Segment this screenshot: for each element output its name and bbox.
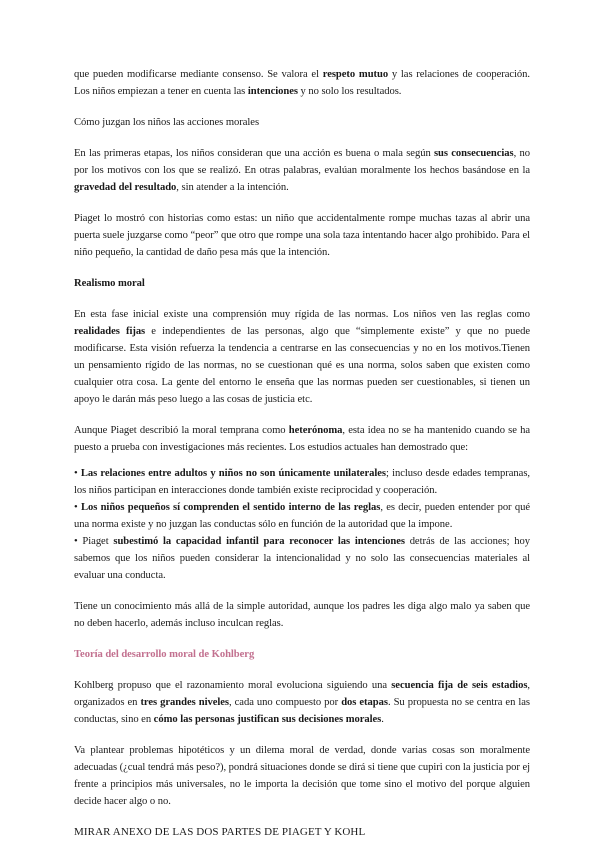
section-heading-moral-realism: Realismo moral <box>74 278 145 289</box>
list-item: • Los niños pequeños sí comprenden el sentido interno de las reglas, es decir, pueden entender por qué una norma existe y no juzgan las conductas sólo en función de la autoridad que la impone. <box>74 502 530 530</box>
paragraph-moral-autonomous: que pueden modificarse mediante consenso. Se valora el respeto mutuo y las relaciones de cooperación. Los niños empiezan a tener en cuenta las intenciones y no solo los resultados. <box>74 69 530 97</box>
paragraph-knowledge-authority: Tiene un conocimiento más allá de la simple autoridad, aunque los padres les diga algo malo ya saben que no deben hacerlo, además incluso inculcan reglas. <box>74 601 530 629</box>
section-heading-judgement: Cómo juzgan los niños las acciones morales <box>74 117 260 128</box>
paragraph-dilemmas: Va plantear problemas hipotéticos y un dilema moral de verdad, donde varias cosas son moralmente adecuadas (¿cual tendrá más peso?), pondrá situaciones donde se dirá si tiene que cupiri con la justicia por ej frente a principios más universales, no le importa la decisión que tome sino el motivo del porque alguien decide hacer algo o no. <box>74 745 530 807</box>
list-item: • Piaget subestimó la capacidad infantil para reconocer las intenciones detrás de las acciones; hoy sabemos que los niños pueden considerar la intencionalidad y no solo las consecuencias materiales al evaluar una conducta. <box>74 536 530 581</box>
list-item: • Las relaciones entre adultos y niños no son únicamente unilaterales; incluso desde edades tempranas, los niños participan en interacciones donde también existe reciprocidad y cooperación. <box>74 468 530 496</box>
section-heading-kohlberg: Teoría del desarrollo moral de Kohlberg <box>74 649 255 660</box>
bullet-list <box>74 465 530 584</box>
paragraph-heteronomous: Aunque Piaget describió la moral temprana como heterónoma, esta idea no se ha mantenido cuando se ha puesto a prueba con investigaciones más recientes. Los estudios actuales han demostrado que: <box>74 425 531 453</box>
paragraph-piaget-stories: Piaget lo mostró con historias como estas: un niño que accidentalmente rompe muchas tazas al abrir una puerta suele juzgarse como “peor” que otro que rompe una sola taza intentando hacer algo prohibido. Para el niño pequeño, la cantidad de daño pesa más que la intención. <box>74 213 530 258</box>
paragraph-kohlberg-stages: Kohlberg propuso que el razonamiento moral evoluciona siguiendo una secuencia fija de seis estadios, organizados en tres grandes niveles, cada uno compuesto por dos etapas. Su propuesta no se centra en las conductas, sino en cómo las personas justifican sus decisiones morales. <box>74 680 530 725</box>
paragraph-rigid-norms: En esta fase inicial existe una comprensión muy rígida de las normas. Los niños ven las reglas como realidades fijas e independientes de las personas, algo que “simplemente existe” y que no puede modificarse. Esta visión refuerza la tendencia a centrarse en las consecuencias y no en los motivos.Tienen un pensamiento rígido de las normas, no se cuestionan qué es una norma, solos saben que existen como cualquier otra cosa. La gente del entorno le enseña que las normas pueden ser cuestionables, si tienen un apoyo le darán más peso luego a las cosas de justicia etc. <box>74 309 530 405</box>
paragraph-consequences: En las primeras etapas, los niños consideran que una acción es buena o mala según sus consecuencias, no por los motivos con los que se realizó. En otras palabras, evalúan moralmente los hechos basándose en la gravedad del resultado, sin atender a la intención. <box>74 148 530 193</box>
annex-note: MIRAR ANEXO DE LAS DOS PARTES DE PIAGET Y KOHL <box>74 826 366 838</box>
